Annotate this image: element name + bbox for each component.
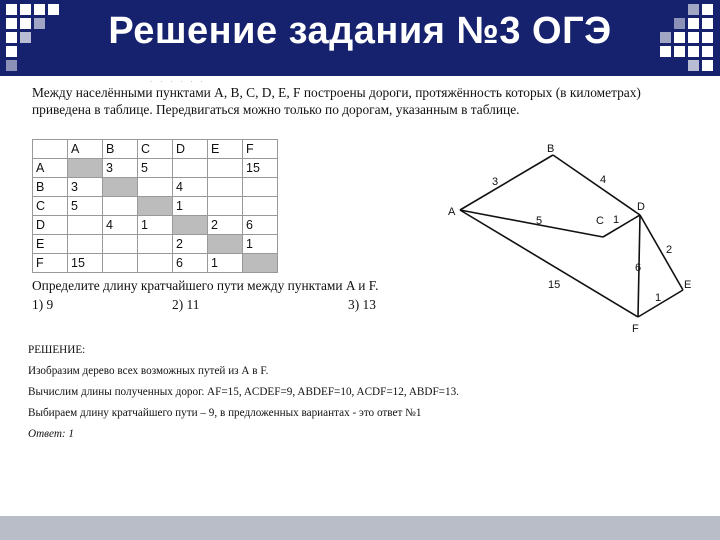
table-header-cell: B bbox=[103, 140, 138, 159]
slide-header bbox=[0, 0, 720, 76]
table-row bbox=[33, 159, 278, 178]
option-2: 2) 11 bbox=[172, 297, 200, 312]
distance-cell bbox=[138, 254, 173, 273]
distance-cell: 5 bbox=[68, 197, 103, 216]
table-header-row bbox=[33, 140, 278, 159]
table-corner-cell bbox=[33, 140, 68, 159]
task-statement: Между населёнными пунктами A, B, C, D, E, F построены дороги, протяжённость которых (в километрах) приведена в таблице. Передвигаться можно только по дорогам, указанным в таблице. bbox=[32, 85, 641, 117]
distance-cell bbox=[243, 178, 278, 197]
table-row bbox=[33, 254, 278, 273]
edge-BD bbox=[553, 155, 640, 215]
distance-cell bbox=[208, 178, 243, 197]
distance-cell bbox=[243, 254, 278, 273]
node-label-C: C bbox=[596, 215, 604, 227]
distance-cell: 2 bbox=[208, 216, 243, 235]
distance-cell bbox=[68, 235, 103, 254]
slide-footer-bar bbox=[0, 516, 720, 540]
distance-cell: 3 bbox=[103, 159, 138, 178]
distance-cell bbox=[103, 197, 138, 216]
table-header-cell: A bbox=[68, 140, 103, 159]
solution-heading: РЕШЕНИЕ: bbox=[28, 344, 86, 356]
node-label-A: A bbox=[448, 206, 456, 218]
edge-weight-AB: 3 bbox=[492, 176, 499, 188]
edge-AB bbox=[460, 155, 553, 210]
road-graph bbox=[440, 140, 710, 340]
row-label-cell: B bbox=[33, 178, 68, 197]
row-label-cell: A bbox=[33, 159, 68, 178]
distance-cell: 4 bbox=[173, 178, 208, 197]
table-row bbox=[33, 197, 278, 216]
solution-line-2: Вычислим длины полученных дорог. AF=15, ACDEF=9, ABDEF=10, ACDF=12, ABDF=13. bbox=[28, 386, 459, 398]
distance-cell: 3 bbox=[68, 178, 103, 197]
row-label-cell: D bbox=[33, 216, 68, 235]
distance-cell bbox=[243, 197, 278, 216]
distance-cell bbox=[173, 216, 208, 235]
table-header-cell: E bbox=[208, 140, 243, 159]
distance-cell bbox=[103, 178, 138, 197]
edge-weight-EF: 1 bbox=[655, 292, 662, 304]
distance-cell: 2 bbox=[173, 235, 208, 254]
distance-cell: 5 bbox=[138, 159, 173, 178]
distance-cell: 1 bbox=[243, 235, 278, 254]
row-label-cell: C bbox=[33, 197, 68, 216]
table-header-cell: D bbox=[173, 140, 208, 159]
distance-cell: 1 bbox=[138, 216, 173, 235]
table-header-cell: F bbox=[243, 140, 278, 159]
solution-block bbox=[28, 340, 459, 445]
solution-line-1: Изобразим дерево всех возможных путей из А в F. bbox=[28, 365, 269, 377]
edge-weight-AF: 15 bbox=[548, 279, 561, 291]
distance-cell: 15 bbox=[243, 159, 278, 178]
edge-DE bbox=[640, 215, 683, 290]
distance-cell bbox=[68, 216, 103, 235]
edge-weight-CD: 1 bbox=[613, 214, 620, 226]
row-label-cell: E bbox=[33, 235, 68, 254]
distance-cell bbox=[68, 159, 103, 178]
option-1: 1) 9 bbox=[32, 297, 54, 312]
table-row bbox=[33, 178, 278, 197]
distance-cell bbox=[138, 197, 173, 216]
distance-cell bbox=[173, 159, 208, 178]
edge-weight-DE: 2 bbox=[666, 244, 673, 256]
distance-cell bbox=[138, 235, 173, 254]
distance-cell bbox=[208, 235, 243, 254]
table-header-cell: C bbox=[138, 140, 173, 159]
node-label-E: E bbox=[684, 279, 692, 291]
distance-cell: 6 bbox=[243, 216, 278, 235]
distance-cell bbox=[208, 197, 243, 216]
cropped-text-remnant: · · · · · · bbox=[150, 78, 206, 86]
edge-weight-DF: 6 bbox=[635, 262, 642, 274]
distance-cell bbox=[208, 159, 243, 178]
table-row bbox=[33, 216, 278, 235]
distance-cell: 1 bbox=[208, 254, 243, 273]
slide-title: Решение задания №3 ОГЭ bbox=[108, 10, 612, 52]
edge-weight-AC: 5 bbox=[536, 215, 543, 227]
distance-table bbox=[32, 139, 278, 273]
distance-cell: 15 bbox=[68, 254, 103, 273]
distance-cell bbox=[103, 254, 138, 273]
node-label-B: B bbox=[547, 143, 555, 155]
distance-cell bbox=[103, 235, 138, 254]
edge-CD bbox=[603, 215, 640, 237]
table-row bbox=[33, 235, 278, 254]
task-question: Определите длину кратчайшего пути между пунктами A и F. bbox=[32, 278, 379, 293]
edge-weight-BD: 4 bbox=[600, 174, 607, 186]
distance-cell: 4 bbox=[103, 216, 138, 235]
node-label-D: D bbox=[637, 201, 645, 213]
distance-cell: 1 bbox=[173, 197, 208, 216]
option-3: 3) 13 bbox=[348, 297, 376, 312]
distance-cell: 6 bbox=[173, 254, 208, 273]
solution-answer: Ответ: 1 bbox=[28, 428, 75, 440]
solution-line-3: Выбираем длину кратчайшего пути – 9, в предложенных вариантах - это ответ №1 bbox=[28, 407, 422, 419]
row-label-cell: F bbox=[33, 254, 68, 273]
node-label-F: F bbox=[632, 323, 639, 335]
distance-cell bbox=[138, 178, 173, 197]
